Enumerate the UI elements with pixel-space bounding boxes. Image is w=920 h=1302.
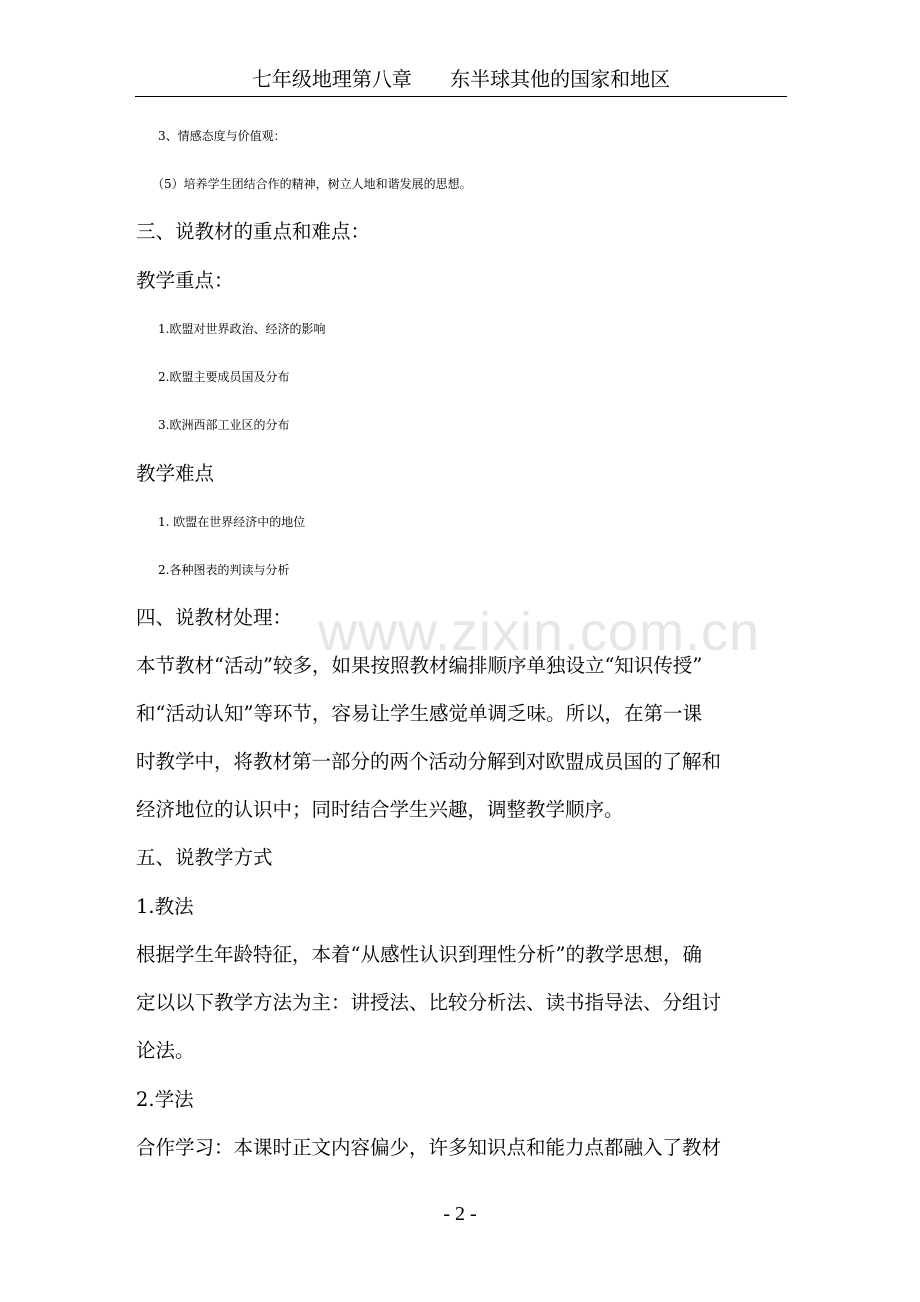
paragraph-line: 本节教材“活动”较多，如果按照教材编排顺序单独设立“知识传授”: [136, 654, 703, 677]
header-title: 七年级地理第八章: [251, 67, 412, 91]
page-header: [135, 62, 787, 97]
list-item: 2.各种图表的判读与分析: [158, 563, 290, 577]
list-item: 2.欧盟主要成员国及分布: [158, 370, 290, 384]
list-item: 3.欧洲西部工业区的分布: [158, 418, 290, 432]
subsection-heading: 2.学法: [136, 1088, 194, 1111]
paragraph-line: 时教学中，将教材第一部分的两个活动分解到对欧盟成员国的了解和: [136, 750, 722, 773]
subsection-heading: 教学重点：: [136, 269, 234, 292]
paragraph-line: 根据学生年龄特征，本着“从感性认识到理性分析”的教学思想，确: [136, 943, 702, 966]
paragraph-line: 经济地位的认识中；同时结合学生兴趣，调整教学顺序。: [136, 798, 624, 821]
paragraph-line: （5）培养学生团结合作的精神，树立人地和谐发展的思想。: [152, 177, 472, 191]
header-subtitle: 东半球其他的国家和地区: [450, 67, 671, 91]
watermark: www.zixin.com.cn: [318, 602, 761, 662]
paragraph-line: 和“活动认知”等环节，容易让学生感觉单调乏味。所以，在第一课: [136, 702, 702, 725]
paragraph-line: 论法。: [136, 1039, 195, 1062]
paragraph-line: 定以以下教学方法为主：讲授法、比较分析法、读书指导法、分组讨: [136, 991, 722, 1014]
section-heading: 四、说教材处理：: [136, 606, 293, 629]
paragraph-line: 合作学习：本课时正文内容偏少，许多知识点和能力点都融入了教材: [136, 1136, 722, 1159]
list-item: 1. 欧盟在世界经济中的地位: [158, 515, 306, 529]
section-heading: 五、说教学方式: [136, 846, 273, 869]
page-number: - 2 -: [443, 1203, 477, 1225]
list-item: 1.欧盟对世界政治、经济的影响: [158, 322, 326, 336]
section-heading: 三、说教材的重点和难点：: [136, 220, 371, 243]
subsection-heading: 1.教法: [136, 895, 194, 918]
subsection-heading: 教学难点: [136, 462, 215, 485]
paragraph-line: 3、情感态度与价值观：: [158, 129, 286, 143]
